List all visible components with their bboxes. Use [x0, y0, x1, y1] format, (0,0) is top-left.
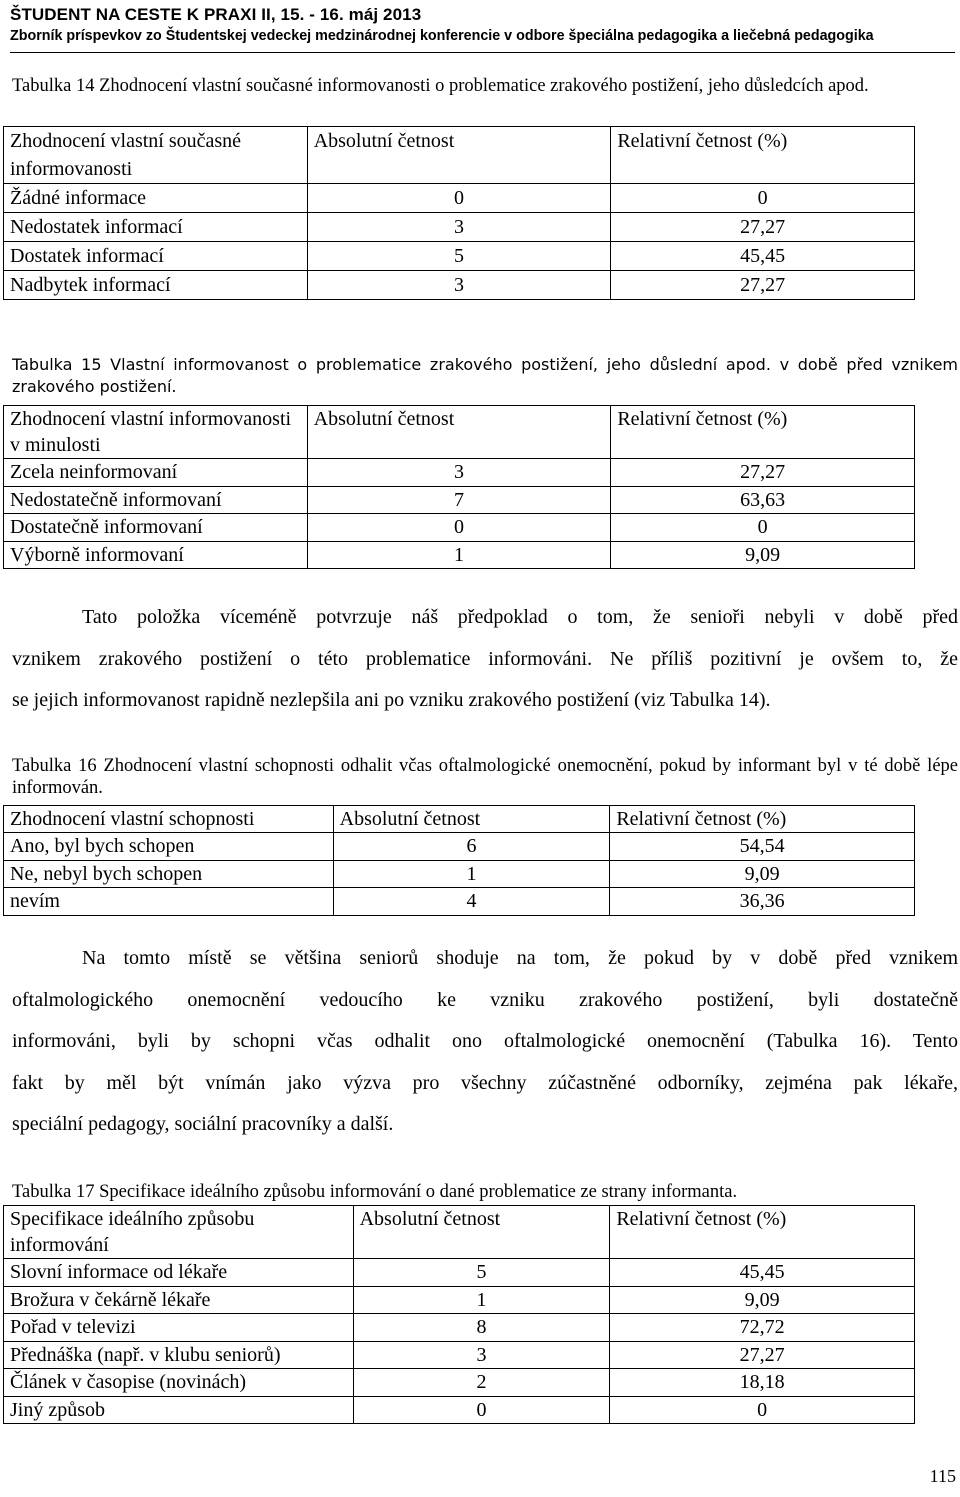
- table-cell: Žádné informace: [4, 184, 308, 213]
- table-cell: 27,27: [611, 459, 915, 487]
- table17-caption: Tabulka 17 Specifikace ideálního způsobu informování o dané problematice ze strany informanta.: [12, 1182, 738, 1202]
- table-row: [4, 213, 915, 242]
- table-cell: Ano, byl bych schopen: [4, 833, 334, 861]
- table-cell: 1: [307, 541, 611, 569]
- table-row: [4, 888, 915, 916]
- table14-header-row: [4, 127, 915, 184]
- table-row: [4, 486, 915, 514]
- table-row: [4, 184, 915, 213]
- table17-header-row: [4, 1206, 915, 1259]
- paragraph-1: [12, 597, 958, 722]
- table-row: [4, 514, 915, 542]
- table-cell: Článek v časopise (novinách): [4, 1369, 354, 1397]
- table-cell: 3: [307, 459, 611, 487]
- table-cell: 0: [611, 514, 915, 542]
- table-row: [4, 242, 915, 271]
- paragraph-line: se jejich informovanost rapidně nezlepšila ani po vzniku zrakového postižení (viz Tabulka 14).: [12, 689, 771, 711]
- table-row: [4, 1396, 915, 1424]
- table-cell: nevím: [4, 888, 334, 916]
- table-cell: 5: [353, 1259, 610, 1287]
- table15-header-cell: Absolutní četnost: [307, 406, 611, 459]
- table-row: [4, 860, 915, 888]
- table-cell: 5: [307, 242, 611, 271]
- table14-header-cell: Zhodnocení vlastní současné informovanosti: [4, 127, 308, 184]
- table16-header-row: [4, 806, 915, 833]
- table-cell: 45,45: [610, 1259, 915, 1287]
- table-cell: 54,54: [610, 833, 915, 861]
- table-cell: Jiný způsob: [4, 1396, 354, 1424]
- table-cell: 3: [353, 1341, 610, 1369]
- table-cell: 9,09: [610, 1286, 915, 1314]
- table14: [3, 126, 915, 300]
- table-cell: 1: [353, 1286, 610, 1314]
- table17: [3, 1205, 915, 1424]
- table-cell: Slovní informace od lékaře: [4, 1259, 354, 1287]
- paragraph-line: vznikem zrakového postižení o této problematice informováni. Ne příliš pozitivní je ovšem to, že: [12, 647, 958, 670]
- paragraph-line: informováni, byli by schopni včas odhalit ono oftalmologické onemocnění (Tabulka 16). Tento: [12, 1030, 958, 1052]
- table15-caption: Tabulka 15 Vlastní informovanost o problematice zrakového postižení, jeho důslední apod. v době před vznikem zrakového postižení.: [12, 355, 958, 396]
- paragraph-line: oftalmologického onemocnění vedoucího ke vzniku zrakového postižení, byli dostatečně: [12, 988, 958, 1011]
- table-cell: Přednáška (např. v klubu seniorů): [4, 1341, 354, 1369]
- paragraph-line: fakt by měl být vnímán jako výzva pro všechny zúčastněné odborníky, zejména pak lékaře,: [12, 1071, 958, 1094]
- table-cell: 0: [307, 514, 611, 542]
- table-cell: 7: [307, 486, 611, 514]
- table-cell: 18,18: [610, 1369, 915, 1397]
- table-cell: Nedostatek informací: [4, 213, 308, 242]
- table-cell: Brožura v čekárně lékaře: [4, 1286, 354, 1314]
- table16: [3, 805, 915, 916]
- table-cell: Zcela neinformovaní: [4, 459, 308, 487]
- table-cell: 1: [333, 860, 610, 888]
- table-cell: 2: [353, 1369, 610, 1397]
- table-row: [4, 1341, 915, 1369]
- table-cell: 9,09: [610, 860, 915, 888]
- table-cell: Dostatečně informovaní: [4, 514, 308, 542]
- table-row: [4, 1314, 915, 1342]
- table-cell: 63,63: [611, 486, 915, 514]
- table16-header-cell: Relativní četnost (%): [610, 806, 915, 833]
- table-row: [4, 541, 915, 569]
- table-cell: 27,27: [611, 213, 915, 242]
- table16-header-cell: Absolutní četnost: [333, 806, 610, 833]
- header-rule: [10, 52, 955, 53]
- table15-header-cell: Zhodnocení vlastní informovanosti v minulosti: [4, 406, 308, 459]
- table17-header-cell: Relativní četnost (%): [610, 1206, 915, 1259]
- table-row: [4, 1286, 915, 1314]
- paragraph-line: speciální pedagogy, sociální pracovníky a další.: [12, 1113, 394, 1135]
- table-row: [4, 1259, 915, 1287]
- table-cell: 0: [307, 184, 611, 213]
- table-row: [4, 833, 915, 861]
- table-cell: 8: [353, 1314, 610, 1342]
- paragraph-line: Na tomto místě se většina seniorů shoduje na tom, že pokud by v době před vznikem: [82, 947, 958, 969]
- table-cell: 6: [333, 833, 610, 861]
- conference-title: ŠTUDENT NA CESTE K PRAXI II, 15. - 16. máj 2013: [10, 5, 422, 24]
- table17-header-cell: Absolutní četnost: [353, 1206, 610, 1259]
- table15-header-cell: Relativní četnost (%): [611, 406, 915, 459]
- table-cell: 3: [307, 213, 611, 242]
- table15-header-row: [4, 406, 915, 459]
- table15: [3, 405, 915, 569]
- table-cell: 0: [353, 1396, 610, 1424]
- table14-header-cell: Absolutní četnost: [307, 127, 611, 184]
- table-row: [4, 1369, 915, 1397]
- table-cell: Nadbytek informací: [4, 271, 308, 300]
- table-cell: 36,36: [610, 888, 915, 916]
- table16-caption: Tabulka 16 Zhodnocení vlastní schopnosti odhalit včas oftalmologické onemocnění, pokud by informant byl v té době lépe informován.: [12, 756, 958, 798]
- table14-caption: Tabulka 14 Zhodnocení vlastní současné informovanosti o problematice zrakového postižení, jeho důsledcích apod.: [12, 76, 869, 96]
- table17-header-cell: Specifikace ideálního způsobu informování: [4, 1206, 354, 1259]
- table-cell: Dostatek informací: [4, 242, 308, 271]
- table-cell: Nedostatečně informovaní: [4, 486, 308, 514]
- table-cell: 3: [307, 271, 611, 300]
- table-cell: Pořad v televizi: [4, 1314, 354, 1342]
- table-cell: 0: [610, 1396, 915, 1424]
- table-row: [4, 459, 915, 487]
- table-cell: Výborně informovaní: [4, 541, 308, 569]
- table-cell: 9,09: [611, 541, 915, 569]
- page-header: [10, 4, 955, 53]
- paragraph-2: [12, 938, 958, 1146]
- table-cell: 4: [333, 888, 610, 916]
- table-cell: 45,45: [611, 242, 915, 271]
- table-cell: 72,72: [610, 1314, 915, 1342]
- table14-header-cell: Relativní četnost (%): [611, 127, 915, 184]
- page-number: 115: [929, 1466, 956, 1486]
- proceedings-subtitle: Zborník príspevkov zo Študentskej vedeckej medzinárodnej konferencie v odbore špeciálna pedagogika a liečebná pedagogika: [10, 28, 874, 44]
- table-cell: Ne, nebyl bych schopen: [4, 860, 334, 888]
- paragraph-line: Tato položka víceméně potvrzuje náš předpoklad o tom, že senioři nebyli v době před: [82, 606, 958, 628]
- table-cell: 27,27: [610, 1341, 915, 1369]
- table-cell: 27,27: [611, 271, 915, 300]
- table-cell: 0: [611, 184, 915, 213]
- table16-header-cell: Zhodnocení vlastní schopnosti: [4, 806, 334, 833]
- table-row: [4, 271, 915, 300]
